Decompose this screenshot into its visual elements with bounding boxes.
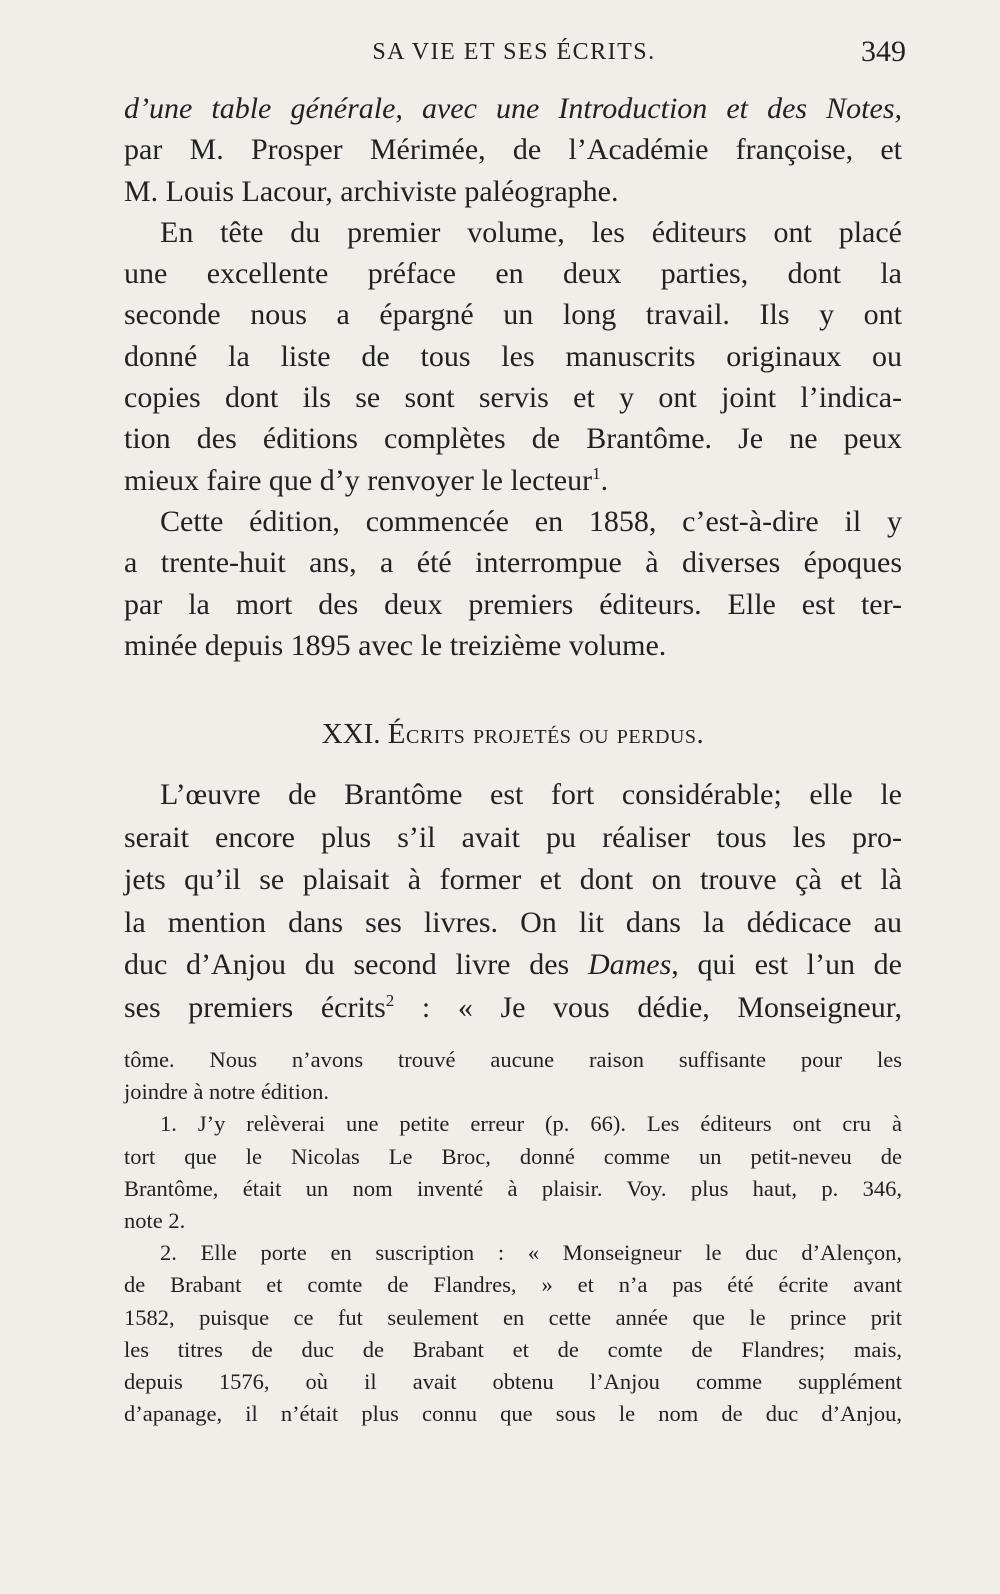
text-line-content: ses premiers écrits — [124, 990, 386, 1024]
text-line: M. Louis Lacour, archiviste paléographe. — [124, 174, 619, 208]
footnote-line: 1. J’y relèverai une petite erreur (p. 66). Les éditeurs ont cru à — [160, 1111, 902, 1137]
text-line-content: : « Je vous dédie, Monseigneur, — [394, 990, 902, 1024]
running-title: SA VIE ET SES ÉCRITS. — [372, 38, 656, 65]
text-line — [124, 987, 902, 1030]
text-line: par la mort des deux premiers éditeurs. Elle est ter- — [124, 587, 902, 621]
text-line: par M. Prosper Mérimée, de l’Académie françoise, et — [124, 133, 902, 167]
section-title: Écrits projetés ou perdus. — [387, 718, 705, 750]
footnote-line: les titres de duc de Brabant et de comte de Flandres; mais, — [124, 1336, 902, 1362]
text-line: Cette édition, commencée en 1858, c’est-à-dire il y — [160, 504, 902, 538]
text-line: la mention dans ses livres. On lit dans la dédicace au — [124, 905, 902, 939]
footnote-line: 1582, puisque ce fut seulement en cette année que le prince prit — [124, 1304, 902, 1330]
footnote-line: note 2. — [124, 1207, 186, 1233]
text-line: mieux faire que d’y renvoyer le lecteur$^1$. — [124, 463, 609, 497]
text-line: copies dont ils se sont servis et y ont joint l’indica- — [124, 381, 902, 415]
text-line: d’une table générale, avec une Introduction et des Notes, — [124, 92, 902, 125]
book-title: Dames — [587, 948, 672, 982]
text-line-content: , qui est l’un de — [671, 948, 902, 982]
footnote-line: Brantôme, était un nom inventé à plaisir. Voy. plus haut, p. 346, — [124, 1175, 902, 1201]
footnote-line: tort que le Nicolas Le Broc, donné comme un petit-neveu de — [124, 1143, 902, 1169]
text-line: seconde nous a épargné un long travail. Ils y ont — [124, 298, 902, 332]
page-number: 349 — [861, 35, 906, 68]
footnote-line: d’apanage, il n’était plus connu que sous le nom de duc d’Anjou, — [124, 1401, 902, 1427]
text-line: tion des éditions complètes de Brantôme. Je ne peux — [124, 422, 902, 456]
footnote-ref: 2 — [385, 990, 395, 1010]
footnote-line: depuis 1576, où il avait obtenu l’Anjou comme supplément — [124, 1368, 902, 1394]
main-text — [124, 88, 902, 666]
main-text-2 — [124, 774, 902, 1030]
text-line: donné la liste de tous les manuscrits originaux ou — [124, 339, 902, 373]
text-line: jets qu’il se plaisait à former et dont on trouve çà et là — [124, 863, 902, 897]
footnote-line: 2. Elle porte en suscription : « Monseigneur le duc d’Alençon, — [160, 1240, 902, 1266]
text-line: serait encore plus s’il avait pu réaliser tous les pro- — [124, 820, 902, 854]
footnote-line: de Brabant et comte de Flandres, » et n’a pas été écrite avant — [124, 1272, 902, 1298]
text-line-content: duc d’Anjou du second livre des — [124, 948, 570, 982]
page-header — [122, 30, 906, 74]
text-line: L’œuvre de Brantôme est fort considérable; elle le — [160, 778, 902, 811]
footnote-line: tôme. Nous n’avons trouvé aucune raison suffisante pour les — [124, 1047, 902, 1072]
footnote-ref: 1 — [592, 463, 601, 483]
text-line: En tête du premier volume, les éditeurs ont placé — [160, 215, 902, 249]
text-line: minée depuis 1895 avec le treizième volume. — [124, 628, 667, 662]
text-line: a trente-huit ans, a été interrompue à diverses époques — [124, 546, 902, 580]
footnotes — [124, 1044, 902, 1430]
text-line-content: mieux faire que d’y renvoyer le lecteur — [124, 463, 593, 497]
section-heading — [124, 712, 902, 756]
footnote-line: joindre à notre édition. — [124, 1079, 329, 1105]
text-line — [124, 944, 902, 987]
section-number: XXI. — [321, 718, 381, 750]
text-line: une excellente préface en deux parties, dont la — [124, 257, 902, 291]
